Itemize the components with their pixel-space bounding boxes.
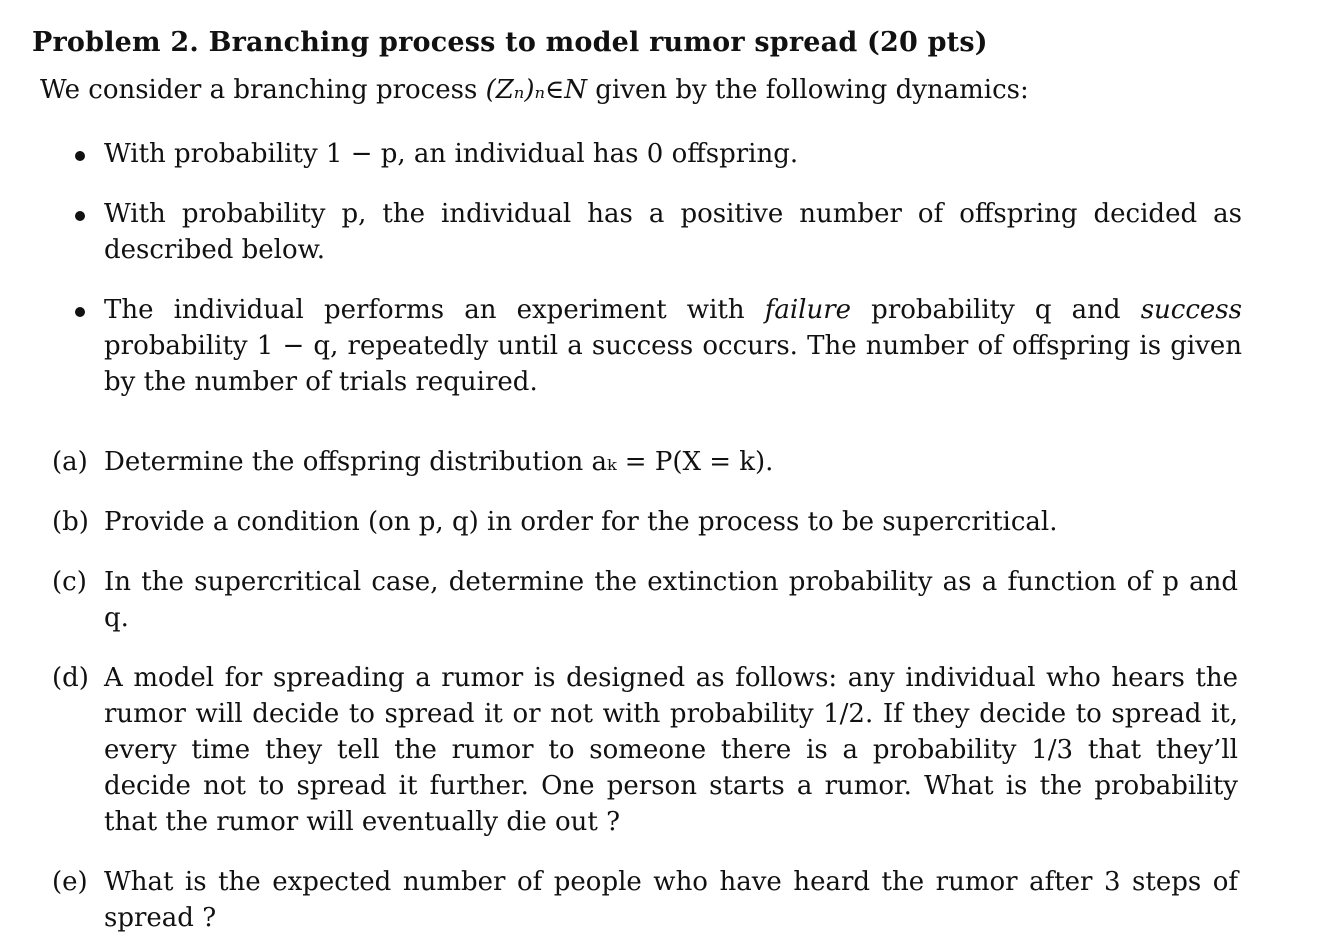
success-emphasis: success bbox=[1140, 295, 1242, 325]
problem-title: Problem 2. Branching process to model rumor spread (20 pts) bbox=[32, 27, 988, 58]
question-part-b bbox=[32, 504, 1238, 540]
dynamics-item-text: With probability p, the individual has a positive number of offspring decided as described below. bbox=[104, 199, 1242, 265]
bullet-dot bbox=[75, 211, 85, 221]
part-text: Provide a condition (on p, q) in order for the process to be supercritical. bbox=[104, 507, 1058, 537]
question-part-e bbox=[32, 864, 1238, 936]
part-label: (d) bbox=[52, 663, 89, 693]
part-text: In the supercritical case, determine the extinction probability as a function of p and q. bbox=[104, 567, 1238, 633]
dynamics-item-3 bbox=[32, 292, 1242, 400]
part-label: (c) bbox=[52, 567, 87, 597]
intro-math-process: (Zₙ)ₙ∈N bbox=[485, 75, 588, 105]
question-part-a bbox=[32, 444, 1238, 480]
bullet-dot bbox=[75, 151, 85, 161]
question-part-d bbox=[32, 660, 1238, 840]
part-label: (e) bbox=[52, 867, 88, 897]
problem-intro bbox=[40, 72, 1242, 108]
failure-emphasis: failure bbox=[764, 295, 852, 325]
intro-text-start: We consider a branching process bbox=[40, 75, 486, 105]
dynamics-item-text: With probability 1 − p, an individual has 0 offspring. bbox=[104, 139, 799, 169]
part-label: (a) bbox=[52, 447, 88, 477]
intro-text-end: given by the following dynamics: bbox=[587, 75, 1029, 105]
dynamics-item-text-c: probability 1 − q, repeatedly until a success occurs. The number of offspring is given by the number of trials required. bbox=[104, 331, 1242, 397]
bullet-dot bbox=[75, 307, 85, 317]
question-part-c bbox=[32, 564, 1238, 636]
dynamics-list bbox=[32, 136, 1242, 400]
dynamics-item-text-a: The individual performs an experiment with bbox=[104, 295, 765, 325]
question-parts bbox=[32, 444, 1242, 936]
part-label: (b) bbox=[52, 507, 89, 537]
dynamics-item-1 bbox=[32, 136, 1242, 172]
dynamics-item-text-b: probability q and bbox=[851, 295, 1141, 325]
part-text: What is the expected number of people who have heard the rumor after 3 steps of spread ? bbox=[104, 867, 1238, 933]
part-text: A model for spreading a rumor is designed as follows: any individual who hears the rumor will decide to spread it or not with probability 1/2. If they decide to spread it, every time they tell the rumor to someone there is a probability 1/3 that they’ll decide not to spread it further. One person starts a rumor. What is the probability that the rumor will eventually die out ? bbox=[104, 663, 1238, 837]
dynamics-item-2 bbox=[32, 196, 1242, 268]
part-text: Determine the offspring distribution aₖ = P(X = k). bbox=[104, 447, 774, 477]
